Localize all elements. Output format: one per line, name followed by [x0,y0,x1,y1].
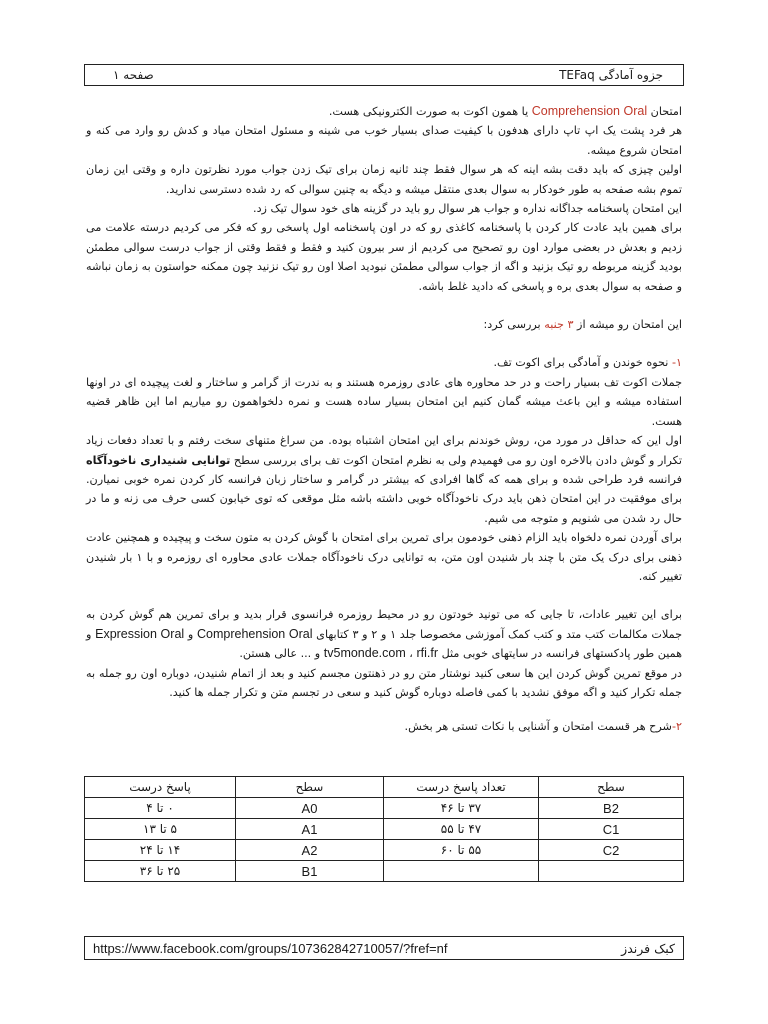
table-cell: C2 [539,840,684,861]
section-heading-1: ۱- نحوه خوندن و آمادگی برای اکوت تف. [493,356,682,370]
table-header-row [85,777,684,798]
table-row [85,819,684,840]
aspects-count: ۳ جنبه [544,318,574,332]
document-title: جزوه آمادگی TEFaq [559,68,663,82]
paragraph: برای همین باید عادت کار کردن با پاسخنامه کاغذی رو که در اون پاسخنامه اول پاسخی رو که فکر می کردیم درسته علامت می زدیم و بعدش در بعضی موارد اون رو تصحیح می کردیم از سر بیرون کنید و فقط و فقط وقتی از جواب درست سوالی مطمئن بودید گزینه مربوطه رو تیک بزنید و اگه از جواب سوالی مطمئن نبودید اصلا اون رو تیک نزنید چون ممکنه حواستون به زمان نباشه و صفحه به سوال بعدی بره و پاسخی که دادید غلط باشه. [86,221,682,293]
paragraph: اول این که حداقل در مورد من، روش خوندنم برای این امتحان اشتباه بوده. من سراغ متنهای سخت رفتم و با تعداد دفعات زیاد تکرار و گوش دادن بالاخره اون رو می فهمیدم ولی به نظرم امتحان اکوت تف برای بررسی سطح توانایی شنیداری ناخودآگاه فرانسه فرد طراحی شده و برای همه که گاها افرادی که بیشتر در گرامر و ساختار زبان فرانسه کار کردن نمره خوبی نمیارن. برای موفقیت در این امتحان ذهن باید درک ناخودآگاه خوبی داشته باشه مثل موقعی که توی خیابون کسی حرف می زنه و ما در حال رد شدن می شنویم و متوجه می شیم. [86,434,682,525]
paragraph: این امتحان پاسخنامه جداگانه نداره و جواب هر سوال رو باید در گزینه های خود سوال تیک زد. [253,202,682,216]
table-cell: ۴۷ تا ۵۵ [384,819,539,840]
table-cell: B1 [236,861,384,882]
page-number: صفحه ۱ [113,68,154,82]
document-body [86,102,682,737]
table-header: سطح [236,777,384,798]
table-cell: ۱۴ تا ۲۴ [85,840,236,861]
page-header [84,64,684,86]
section-heading-2: ۲-شرح هر قسمت امتحان و آشنایی با نکات تستی هر بخش. [404,720,682,734]
table-row [85,840,684,861]
table-cell: C1 [539,819,684,840]
table-cell [539,861,684,882]
page-footer [84,936,684,960]
table-row [85,798,684,819]
table-cell: A1 [236,819,384,840]
table-cell: B2 [539,798,684,819]
table-header: تعداد پاسخ درست [384,777,539,798]
table-cell: A0 [236,798,384,819]
term-comprehension-oral: Comprehension Oral [531,104,648,118]
table-header: سطح [539,777,684,798]
facebook-group-link[interactable]: https://www.facebook.com/groups/107362842710057/?fref=nf [93,940,448,956]
table-cell: ۳۷ تا ۴۶ [384,798,539,819]
paragraph: اولین چیزی که باید دقت بشه اینه که هر سوال فقط چند ثانیه زمان برای تیک زدن جواب مورد نظرتون داره و وقتی این زمان تموم بشه صفحه به طور خودکار به سوال بعدی منتقل میشه و دیگه به چنین سوالی که رد شده دسترسی ندارید. [86,163,682,196]
paragraph-resources: برای این تغییر عادات، تا جایی که می تونید خودتون رو در محیط روزمره فرانسوی قرار بدید و برای تمرین هم گوش کردن به جملات مکالمات کتب متد و کتب کمک آموزشی مخصوصا جلد ۱ و ۲ و ۳ کتابهای Comprehension Oral و Expression Oral و همین طور پادکستهای فرانسه در سایتهای خوبی مثل tv5monde.com ، rfi.fr و ... عالی هستن. [86,608,683,661]
table-cell: ۰ تا ۴ [85,798,236,819]
score-table [84,776,684,882]
paragraph-intro: امتحان Comprehension Oral یا همون اکوت به صورت الکترونیکی هست. [328,104,682,118]
table-header: پاسخ درست [85,777,236,798]
table-row [85,861,684,882]
bold-term: توانایی شنیداری ناخودآگاه [86,453,231,467]
paragraph-aspects: این امتحان رو میشه از ۳ جنبه بررسی کرد: [483,318,682,332]
table-cell [384,861,539,882]
paragraph: جملات اکوت تف بسیار راحت و در حد محاوره های عادی روزمره هستند و به ندرت از گرامر و ساختار و لغت پیچیده ای در اونها استفاده میشه و این باعث میشه گمان کنیم این امتحان بسیار ساده هست و نمره دلخواهمون رو میاریم اما این ظاهر قضیه هست. [86,375,682,428]
table-cell: ۲۵ تا ۳۶ [85,861,236,882]
paragraph: برای آوردن نمره دلخواه باید الزام ذهنی خودمون برای تمرین برای امتحان با گوش کردن به متون سخت و پیچیده و همچنین عادت ذهنی برای درک یک متن با چند بار شنیدن اون متن، به توانایی درک ناخودآگاه جملات عادی محاوره ای روزمره و با ۱ بار شنیدن تغییر کنه. [86,531,682,583]
footer-label: کبک فرندز [621,940,675,956]
paragraph: در موقع تمرین گوش کردن این ها سعی کنید نوشتار متن رو در ذهنتون مجسم کنید و بعد از اتمام شنیدن، دوباره اون رو جمله به جمله تکرار کنید و اگه موفق نشدید با کمی فاصله دوباره گوش کنید و سعی در تجسم متن و تکرار جمله ها کنید. [86,666,682,699]
table-cell: ۵۵ تا ۶۰ [384,840,539,861]
table-cell: ۵ تا ۱۳ [85,819,236,840]
table-cell: A2 [236,840,384,861]
paragraph: هر فرد پشت یک اپ تاپ دارای هدفون با کیفیت صدای بسیار خوب می شینه و مسئول امتحان میاد و کدش رو وارد می کنه و امتحان شروع میشه. [86,124,682,157]
